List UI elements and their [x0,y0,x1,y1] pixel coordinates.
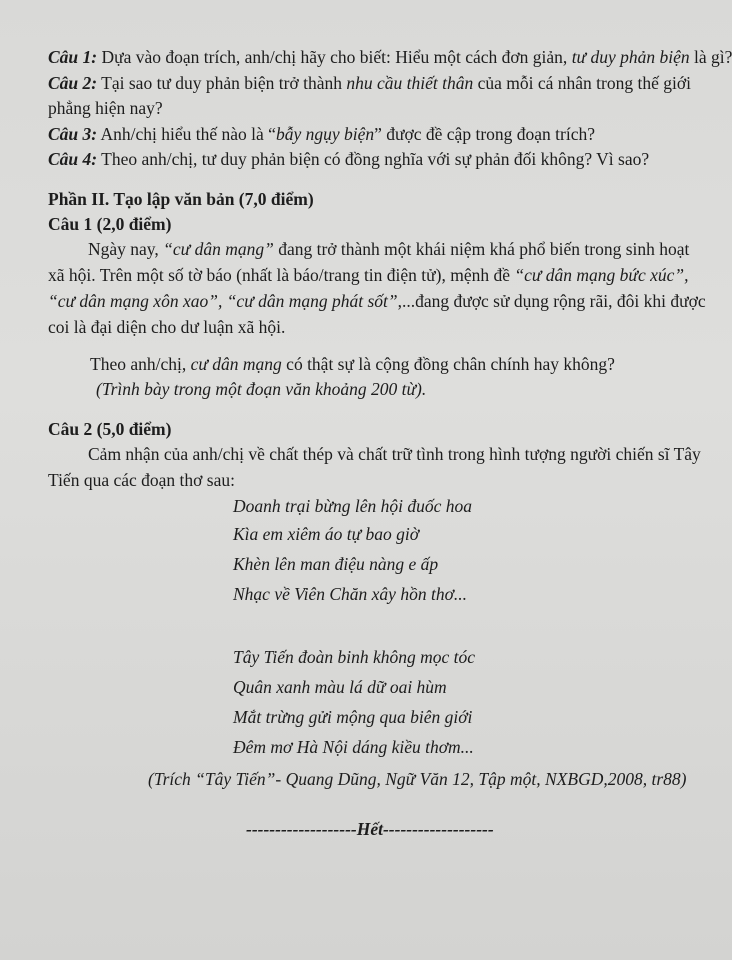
poem-citation: (Trích “Tây Tiến”- Quang Dũng, Ngữ Văn 12, Tập một, NXBGD,2008, tr88) [148,769,687,789]
cau1-note: (Trình bày trong một đoạn văn khoảng 200 từ). [96,379,427,399]
poem-line: Doanh trại bừng lên hội đuốc hoa [233,496,472,516]
poem-line: Tây Tiến đoàn binh không mọc tóc [233,647,476,667]
poem-line: Quân xanh màu lá dữ oai hùm [233,677,447,697]
question-2-continued: phẳng hiện nay? [48,98,163,118]
poem-line: Khèn lên man điệu nàng e ấp [233,554,439,574]
cau1-paragraph-line4: coi là đại diện cho dư luận xã hội. [48,317,286,337]
poem-line: Mắt trừng gửi mộng qua biên giới [233,707,473,727]
question-2: Câu 2: Tại sao tư duy phản biện trở thành nhu cầu thiết thân của mỗi cá nhân trong thế giới [48,73,691,93]
cau2-prompt-line1: Cảm nhận của anh/chị về chất thép và chất trữ tình trong hình tượng người chiến sĩ Tây [88,444,701,464]
cau2-heading: Câu 2 (5,0 điểm) [48,419,172,439]
cau1-paragraph-line3: “cư dân mạng xôn xao”, “cư dân mạng phát sốt”,...đang được sử dụng rộng rãi, đôi khi được [48,291,706,311]
cau1-paragraph-line2: xã hội. Trên một số tờ báo (nhất là báo/trang tin điện tử), mệnh đề “cư dân mạng bức xúc”, [48,265,689,285]
question-3: Câu 3: Anh/chị hiểu thế nào là “bẫy ngụy biện” được đề cập trong đoạn trích? [48,124,595,144]
end-mark: -------------------Hết------------------- [246,819,494,839]
poem-line: Nhạc về Viên Chăn xây hồn thơ... [233,584,468,604]
cau1-heading: Câu 1 (2,0 điểm) [48,214,172,234]
cau1-paragraph-line1: Ngày nay, “cư dân mạng” đang trở thành một khái niệm khá phổ biến trong sinh hoạt [88,239,690,259]
question-4: Câu 4: Theo anh/chị, tư duy phản biện có đồng nghĩa với sự phản đối không? Vì sao? [48,149,650,169]
cau1-prompt: Theo anh/chị, cư dân mạng có thật sự là cộng đồng chân chính hay không? [90,354,615,374]
question-1: Câu 1: Dựa vào đoạn trích, anh/chị hãy cho biết: Hiểu một cách đơn giản, tư duy phản biện là gì? [48,47,732,67]
poem-line: Kìa em xiêm áo tự bao giờ [233,524,420,544]
cau2-prompt-line2: Tiến qua các đoạn thơ sau: [48,470,235,490]
poem-line: Đêm mơ Hà Nội dáng kiều thơm... [233,737,474,757]
part2-heading: Phần II. Tạo lập văn bản (7,0 điểm) [48,189,314,209]
